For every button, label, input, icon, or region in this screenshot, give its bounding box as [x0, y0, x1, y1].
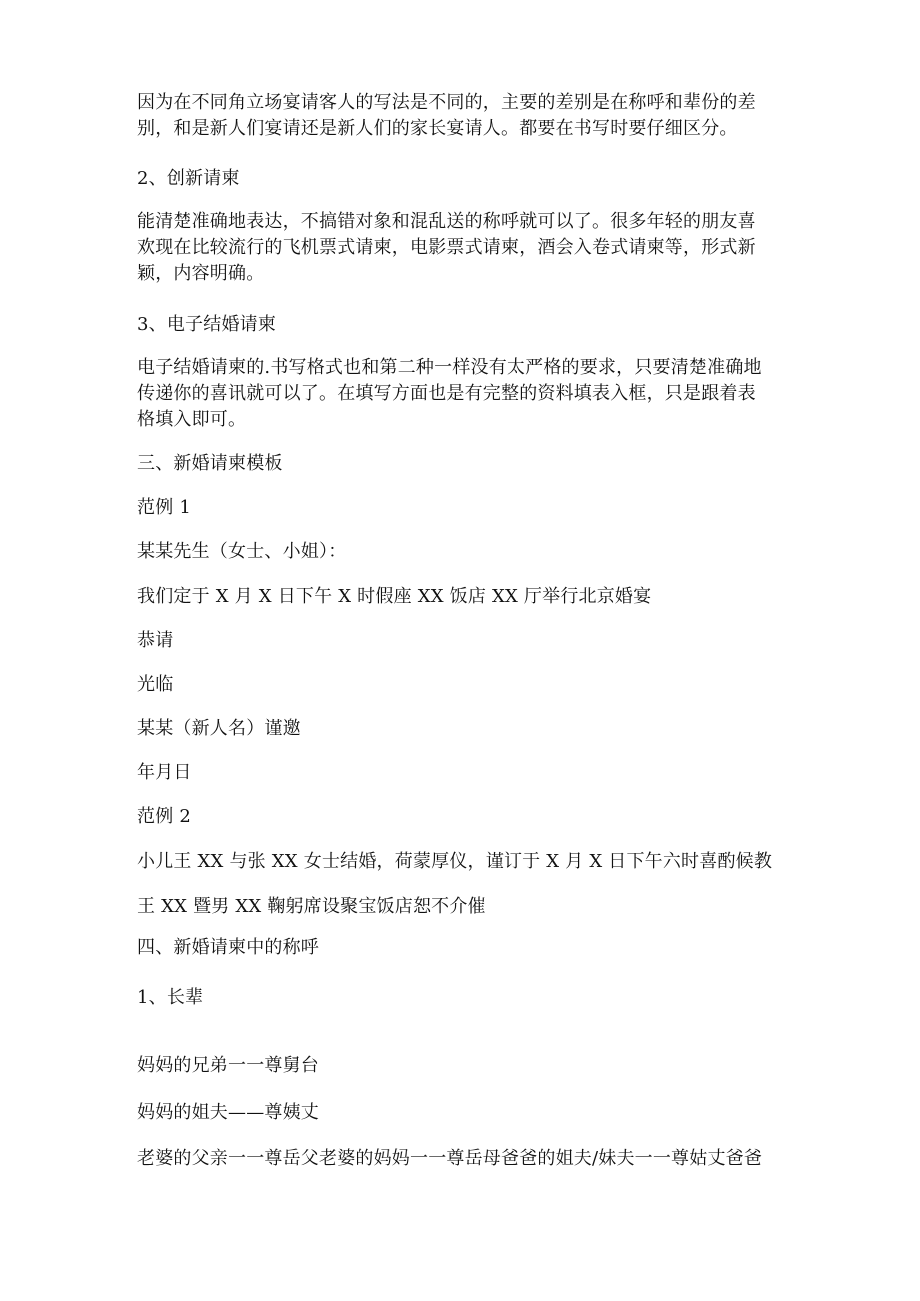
- example1-respect-1: 恭请: [137, 630, 174, 651]
- heading-creative-invitation: 2、创新请柬: [137, 168, 240, 189]
- elder-address-line: 妈妈的兄弟一一尊舅台: [137, 1055, 319, 1076]
- heading-elders: 1、长辈: [137, 987, 204, 1008]
- text-line: 电子结婚请柬的.书写格式也和第二种一样没有太严格的要求，只要清楚准确地: [137, 357, 762, 378]
- text-line: 颖，内容明确。: [137, 263, 265, 284]
- heading-templates: 三、新婚请柬模板: [137, 453, 283, 474]
- text-line: 格填入即可。: [137, 409, 247, 430]
- text-line: 传递你的喜讯就可以了。在填写方面也是有完整的资料填表入框，只是跟着表: [137, 383, 756, 404]
- heading-forms-of-address: 四、新婚请柬中的称呼: [137, 937, 319, 958]
- example2-line-2: 王 XX 暨男 XX 鞠躬席设聚宝饭店恕不介催: [137, 896, 486, 917]
- elder-address-line: 妈妈的姐夫——尊姨丈: [137, 1102, 319, 1123]
- example2-title: 范例 2: [137, 806, 191, 827]
- example1-date: 年月日: [137, 762, 192, 783]
- electronic-paragraph: [137, 355, 777, 433]
- example1-title: 范例 1: [137, 497, 191, 518]
- example2-line-1: 小儿王 XX 与张 XX 女士结婚，荷蒙厚仪，谨订于 X 月 X 日下午六时喜酌候教: [137, 851, 773, 872]
- intro-paragraph: [137, 90, 777, 142]
- text-line: 能清楚准确地表达，不搞错对象和混乱送的称呼就可以了。很多年轻的朋友喜: [137, 211, 756, 232]
- example1-signature: 某某（新人名）谨邀: [137, 718, 301, 739]
- text-line: 别，和是新人们宴请还是新人们的家长宴请人。都要在书写时要仔细区分。: [137, 118, 738, 139]
- example1-salutation: 某某先生（女士、小姐）：: [137, 541, 347, 562]
- text-line: 欢现在比较流行的飞机票式请柬，电影票式请柬，酒会入卷式请柬等，形式新: [137, 237, 756, 258]
- example1-respect-2: 光临: [137, 674, 174, 695]
- creative-paragraph: [137, 209, 777, 287]
- text-line: 因为在不同角立场宴请客人的写法是不同的，主要的差别是在称呼和辈份的差: [137, 92, 756, 113]
- heading-electronic-invitation: 3、电子结婚请柬: [137, 314, 277, 335]
- example1-body: 我们定于 X 月 X 日下午 X 时假座 XX 饭店 XX 厅举行北京婚宴: [137, 586, 652, 607]
- elder-address-line: 老婆的父亲一一尊岳父老婆的妈妈一一尊岳母爸爸的姐夫/妹夫一一尊姑丈爸爸: [137, 1148, 763, 1169]
